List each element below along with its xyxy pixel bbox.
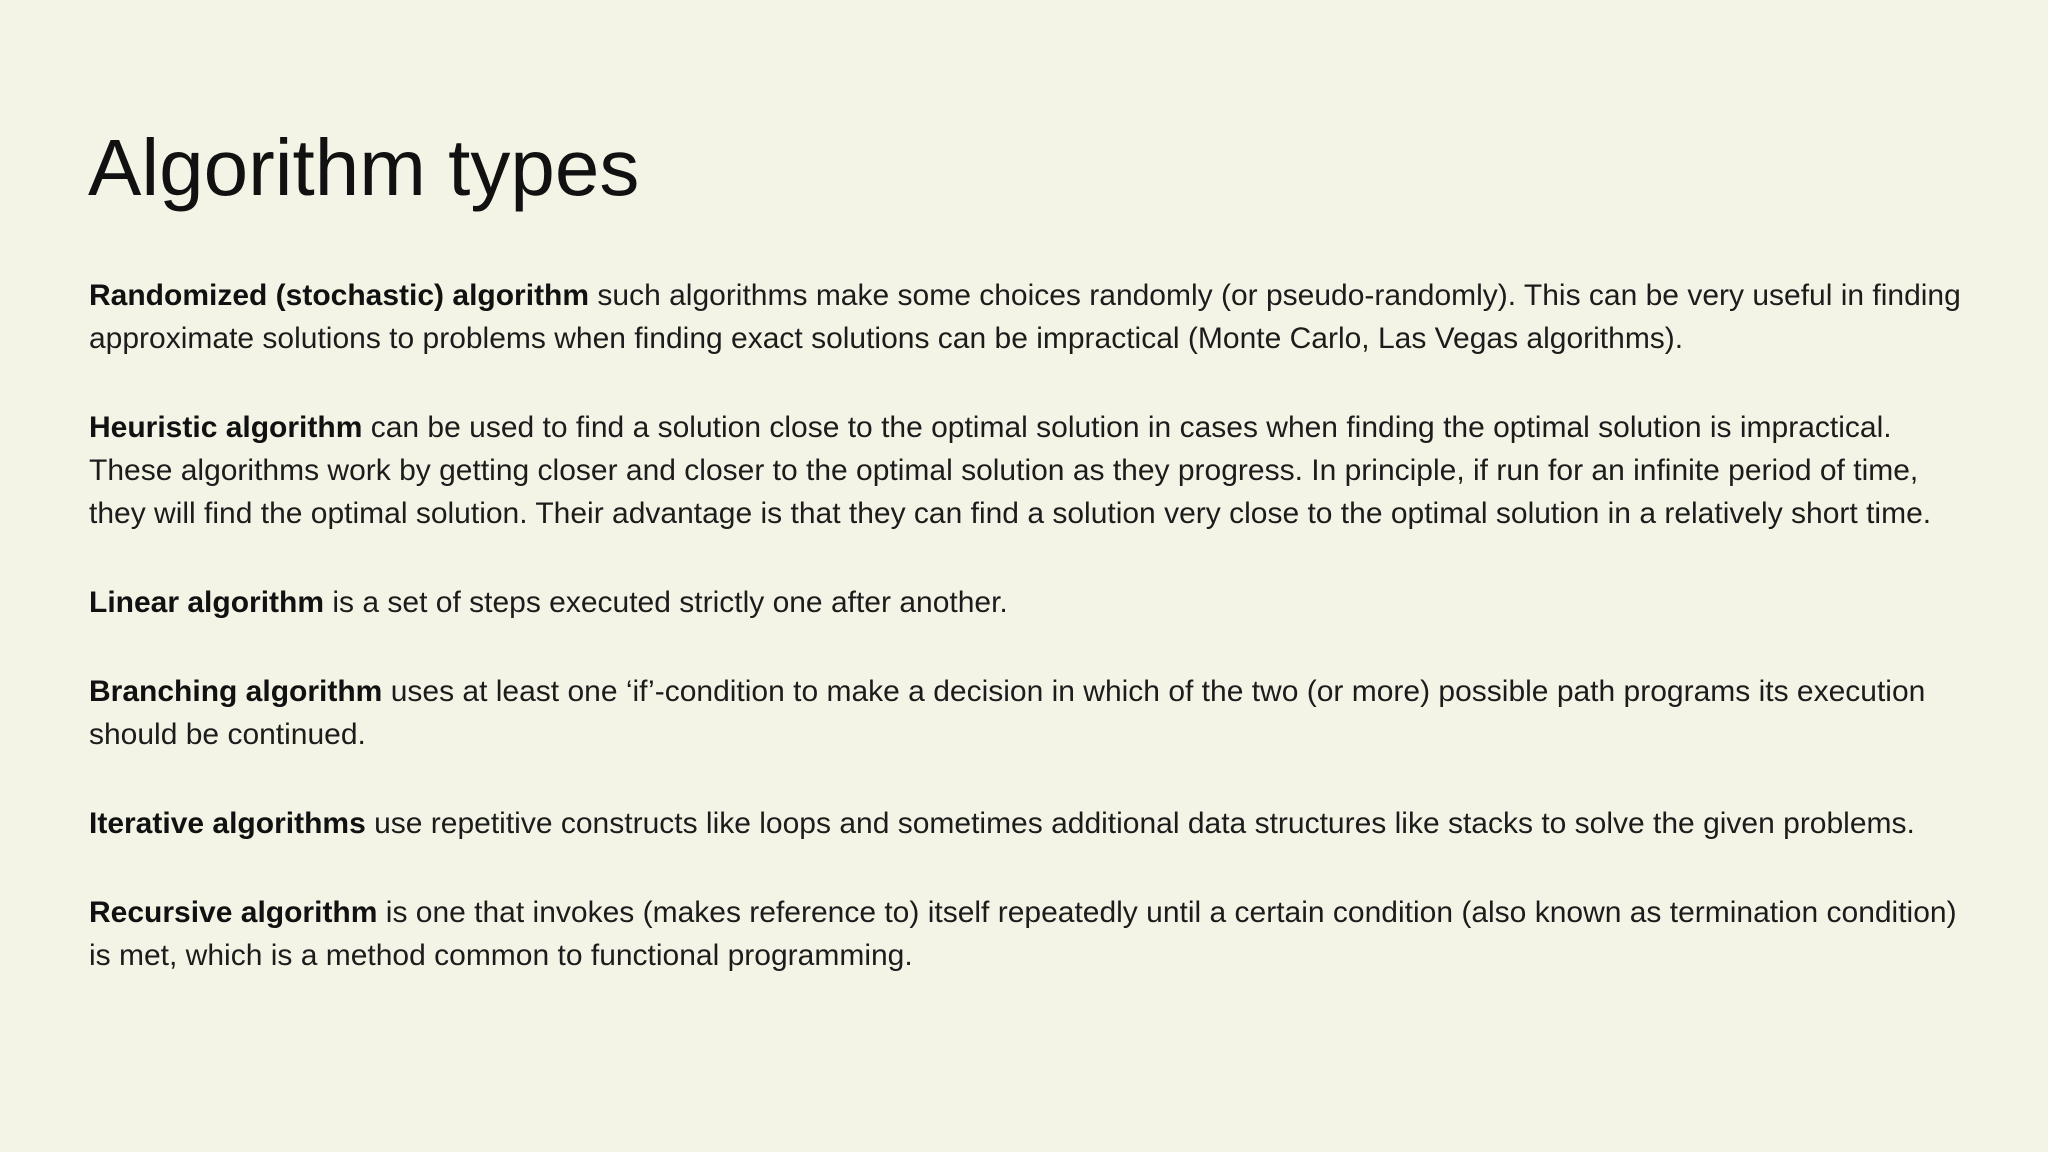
term-linear: Linear algorithm (89, 586, 325, 619)
paragraph-heuristic (89, 406, 1969, 535)
definition-branching: uses at least one ‘if’-condition to make a decision in which of the two (or more) possible path programs its execution should be continued. (89, 675, 1926, 751)
definition-linear: is a set of steps executed strictly one after another. (324, 586, 1008, 619)
term-heuristic: Heuristic algorithm (89, 411, 363, 444)
term-iterative: Iterative algorithms (89, 807, 366, 840)
term-recursive: Recursive algorithm (89, 896, 378, 929)
slide-title: Algorithm types (88, 123, 640, 212)
definition-recursive: is one that invokes (makes reference to) itself repeatedly until a certain condition (also known as termination condition) is met, which is a method common to functional programming. (89, 896, 1957, 972)
term-branching: Branching algorithm (89, 675, 383, 708)
paragraph-linear (89, 581, 1969, 624)
paragraph-branching (89, 670, 1969, 756)
definition-heuristic: can be used to find a solution close to the optimal solution in cases when finding the optimal solution is impractical. These algorithms work by getting closer and closer to the optimal solution as they progress. In principle, if run for an infinite period of time, they will find the optimal solution. Their advantage is that they can find a solution very close to the optimal solution in a relatively short time. (89, 411, 1932, 530)
definition-randomized: such algorithms make some choices randomly (or pseudo-randomly). This can be very useful in finding approximate solutions to problems when finding exact solutions can be impractical (Monte Carlo, Las Vegas algorithms). (89, 279, 1961, 355)
slide-body (89, 274, 1969, 977)
definition-iterative: use repetitive constructs like loops and sometimes additional data structures like stacks to solve the given problems. (365, 807, 1915, 840)
paragraph-randomized (89, 274, 1969, 360)
paragraph-recursive (89, 891, 1969, 977)
term-randomized: Randomized (stochastic) algorithm (89, 279, 590, 312)
paragraph-iterative (89, 802, 1969, 845)
